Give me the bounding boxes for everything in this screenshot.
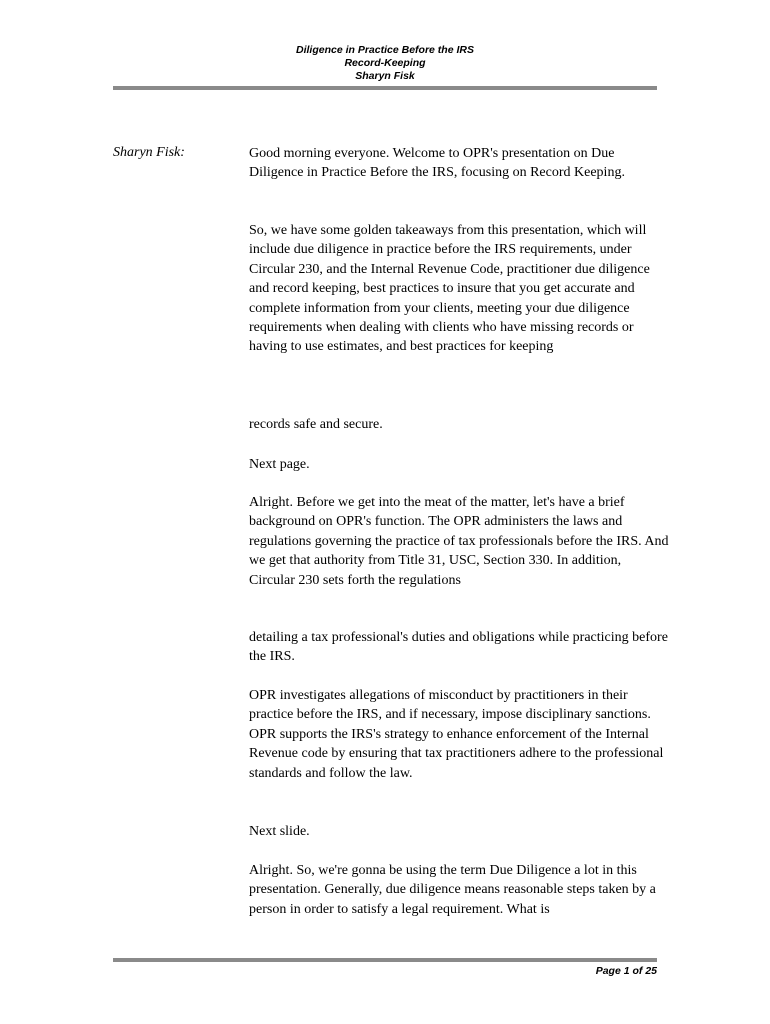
speaker-label: Sharyn Fisk: (113, 145, 185, 160)
header-author: Sharyn Fisk (355, 70, 415, 82)
document-header (0, 44, 770, 83)
paragraph-text: Next page. (249, 457, 310, 472)
paragraph (249, 455, 669, 474)
header-title: Diligence in Practice Before the IRS (296, 44, 474, 56)
header-divider (113, 86, 657, 90)
header-subtitle: Record-Keeping (344, 57, 426, 69)
paragraph-text: Good morning everyone. Welcome to OPR's presentation on Due Diligence in Practice Before the IRS, focusing on Record Keeping. (249, 146, 625, 181)
paragraph (249, 493, 669, 590)
page-number: Page 1 of 25 (595, 965, 657, 977)
paragraph-text: So, we have some golden takeaways from this presentation, which will include due diligence in practice before the IRS requirements, under Circular 230, and the Internal Revenue Code, practitioner due diligence and record keeping, best practices to insure that you get accurate and complete information from your clients, meeting your due diligence requirements when dealing with clients who have missing records or having to use estimates, and best practices for keeping (249, 223, 650, 355)
paragraph (249, 822, 669, 841)
paragraph-text: OPR investigates allegations of misconduct by practitioners in their practice before the IRS, and if necessary, impose disciplinary sanctions. OPR supports the IRS's strategy to enhance enforcement of the Internal Revenue code by ensuring that tax practitioners adhere to the professional standards and follow the law. (249, 688, 664, 781)
paragraph-text: detailing a tax professional's duties and obligations while practicing before the IRS. (249, 630, 668, 665)
paragraph (249, 221, 669, 357)
paragraph-text: Next slide. (249, 824, 310, 839)
paragraph-text: records safe and secure. (249, 417, 383, 432)
paragraph (249, 628, 669, 667)
paragraph (249, 415, 669, 434)
paragraph (249, 686, 669, 783)
footer-divider (113, 958, 657, 962)
paragraph-text: Alright. Before we get into the meat of the matter, let's have a brief background on OPR's function. The OPR administers the laws and regulations governing the practice of tax professionals before the IRS. And we get that authority from Title 31, USC, Section 330. In addition, Circular 230 sets forth the regulations (249, 495, 669, 588)
paragraph (249, 861, 669, 919)
paragraph (249, 144, 669, 183)
paragraph-text: Alright. So, we're gonna be using the term Due Diligence a lot in this presentation. Generally, due diligence means reasonable steps taken by a person in order to satisfy a legal requirement. What is (249, 863, 656, 917)
